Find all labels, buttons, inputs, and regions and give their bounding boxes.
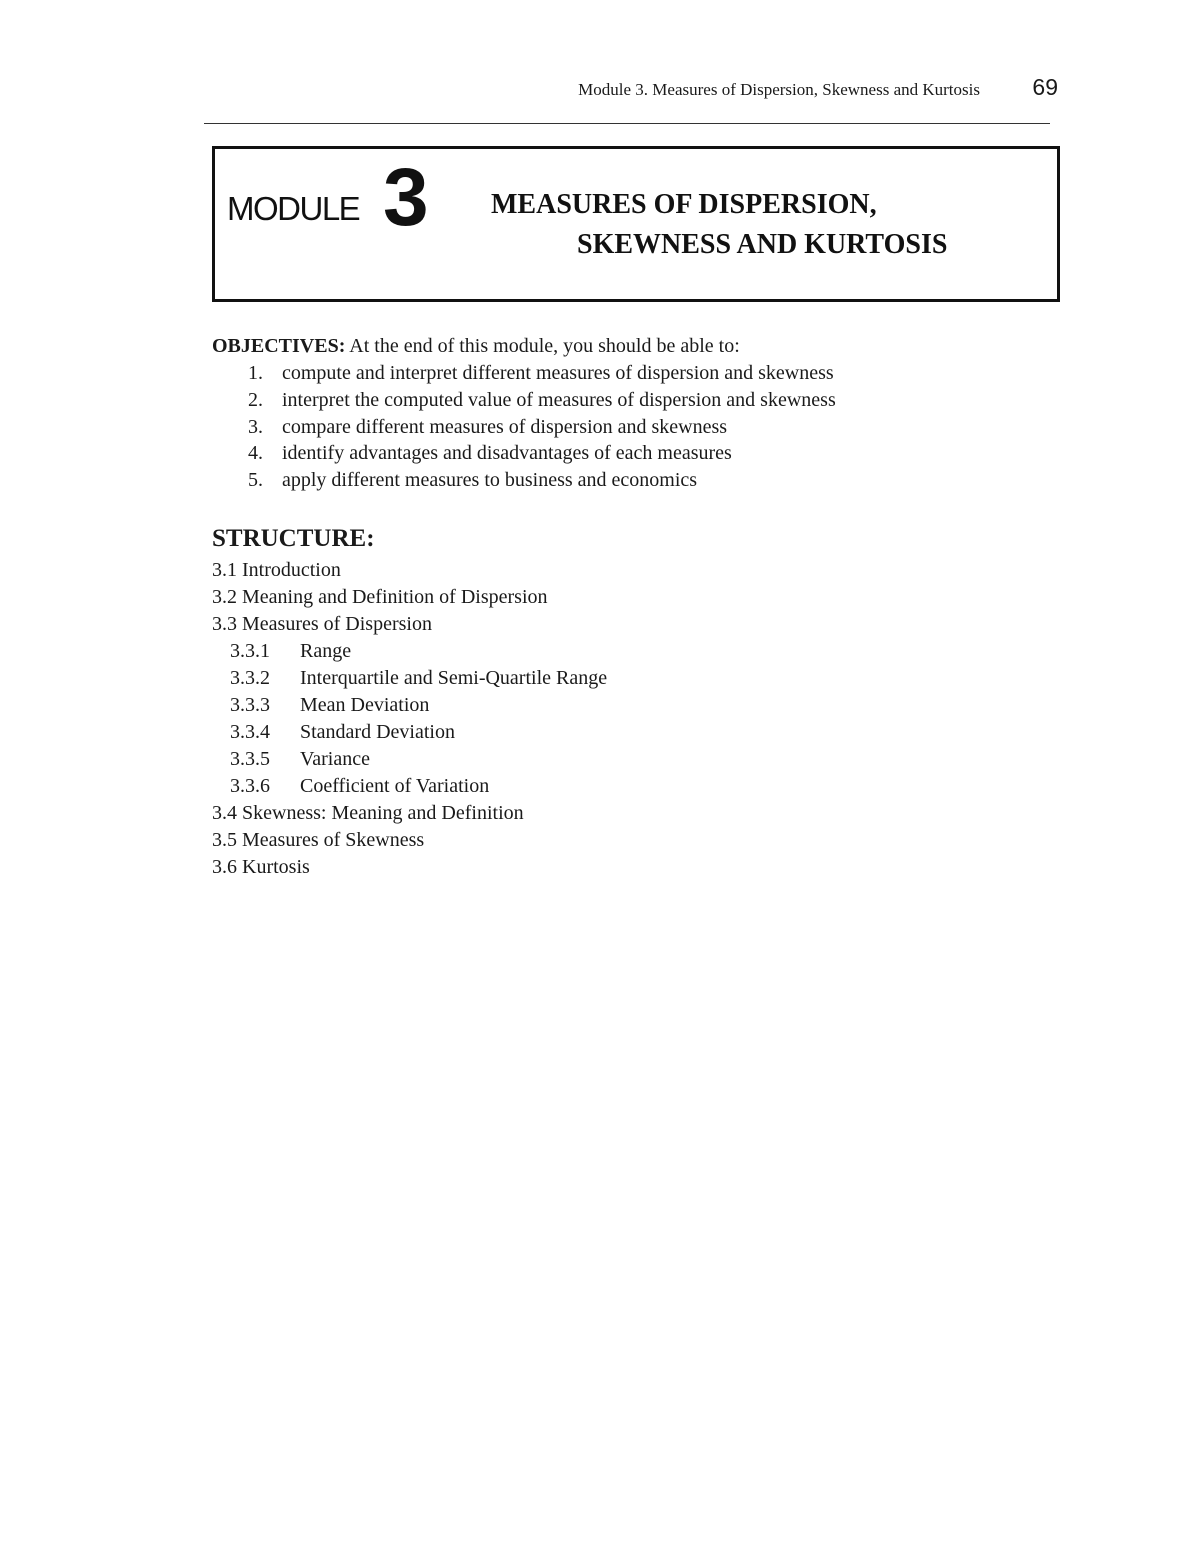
section-title: Kurtosis [242,856,310,878]
structure-subitem [212,719,1072,746]
structure-subitem [212,773,1072,800]
structure-item [212,800,1072,827]
section-number: 3.6 [212,856,237,878]
subsection-title: Variance [300,748,370,770]
objective-text: identify advantages and disadvantages of each measures [282,442,732,465]
section-number: 3.5 [212,829,237,851]
structure-subitem [212,692,1072,719]
section-number: 3.4 [212,802,237,824]
subsection-title: Mean Deviation [300,694,430,716]
structure-item [212,584,1072,611]
objectives-list [212,360,1072,494]
subsection-number: 3.3.5 [230,748,270,770]
objectives-intro [212,333,1072,360]
subsection-number: 3.3.6 [230,775,270,797]
subsection-title: Range [300,640,352,662]
objective-item [212,414,1072,441]
subsection-number: 3.3.1 [230,640,270,662]
structure-section [212,524,1072,881]
section-number: 3.1 [212,559,237,581]
objective-text: compare different measures of dispersion and skewness [282,415,728,438]
running-header [0,76,1058,106]
section-title: Measures of Dispersion [242,613,432,635]
objective-number: 5. [248,469,263,492]
subsection-number: 3.3.3 [230,694,270,716]
subsection-number: 3.3.2 [230,667,270,689]
structure-item [212,557,1072,584]
objectives-intro-text: At the end of this module, you should be able to: [345,335,740,357]
structure-heading: STRUCTURE: [212,525,375,552]
objective-item [212,387,1072,414]
module-title-line-2: SKEWNESS AND KURTOSIS [577,229,948,260]
page-number: 69 [1032,74,1058,100]
structure-item [212,827,1072,854]
objective-item [212,360,1072,387]
subsection-title: Coefficient of Variation [300,775,490,797]
objective-item [212,440,1072,467]
section-title: Measures of Skewness [242,829,425,851]
objectives-section [212,333,1072,494]
structure-subitem [212,638,1072,665]
objective-text: compute and interpret different measures of dispersion and skewness [282,362,834,384]
objective-text: interpret the computed value of measures of dispersion and skewness [282,388,836,411]
structure-item [212,611,1072,638]
module-title-line-1: MEASURES OF DISPERSION, [491,189,877,220]
section-title: Meaning and Definition of Dispersion [242,586,548,608]
subsection-number: 3.3.4 [230,721,270,743]
section-number: 3.2 [212,586,237,608]
objective-number: 2. [248,388,263,411]
module-number: 3 [383,152,429,243]
module-word: MODULE [227,190,360,227]
header-divider [204,123,1050,124]
structure-item [212,854,1072,881]
section-number: 3.3 [212,613,237,635]
subsection-title: Interquartile and Semi-Quartile Range [300,667,608,689]
objective-number: 3. [248,415,263,438]
objective-item [212,467,1072,494]
module-title-box [212,146,1060,302]
subsection-title: Standard Deviation [300,721,455,743]
structure-subitem [212,746,1072,773]
section-title: Skewness: Meaning and Definition [242,802,524,824]
objective-number: 4. [248,442,263,465]
objective-number: 1. [248,362,263,384]
structure-list [212,557,1072,881]
section-title: Introduction [242,559,341,581]
running-title: Module 3. Measures of Dispersion, Skewness and Kurtosis [578,80,980,99]
structure-subitem [212,665,1072,692]
objectives-label: OBJECTIVES: [212,335,346,357]
objective-text: apply different measures to business and economics [282,469,698,492]
